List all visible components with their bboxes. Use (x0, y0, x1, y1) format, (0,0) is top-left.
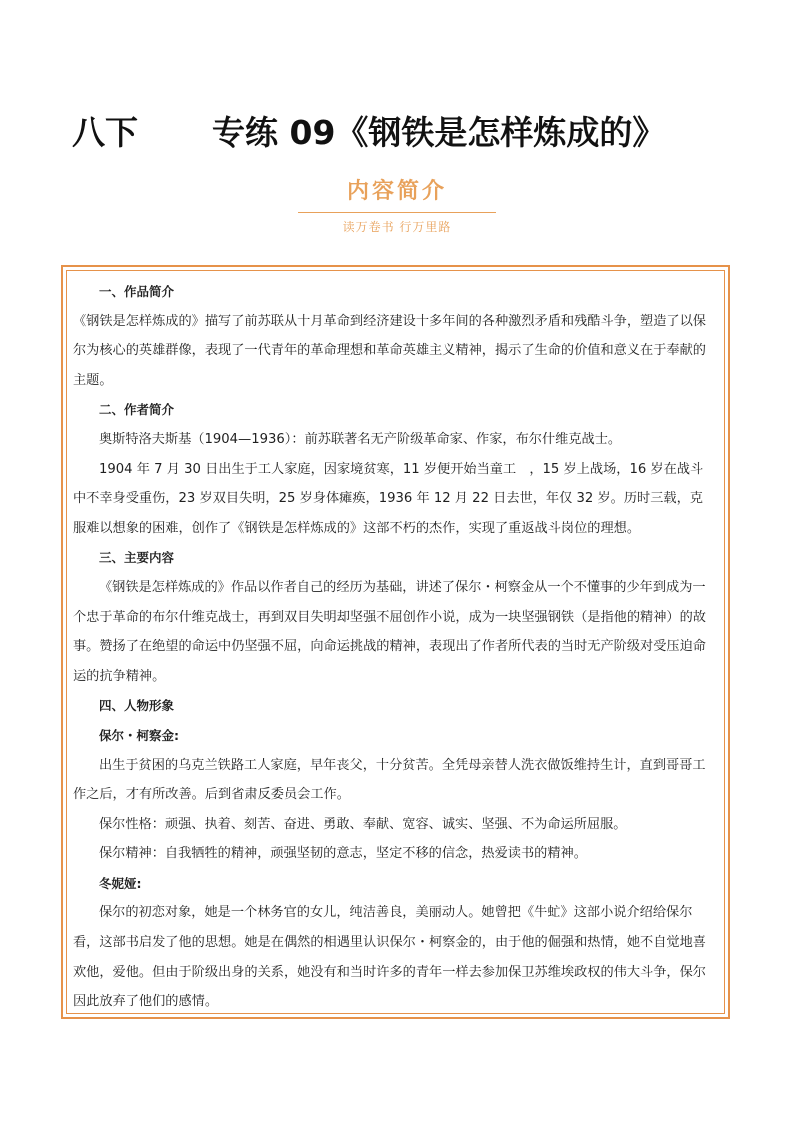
paul-traits: 保尔性格：顽强、执着、刻苦、奋进、勇敢、奉献、宽容、诚实、坚强、不为命运所屈服。 (99, 816, 627, 832)
section-header (0, 176, 794, 237)
main-content-text: 《钢铁是怎样炼成的》作品以作者自己的经历为基础，讲述了保尔・柯察金从一个不懂事的少年到成为一个忠于革命的布尔什维克战士，再到双目失明却坚强不屈创作小说，成为一块坚强钢铁（是指他的精神）的故事。赞扬了在绝望的命运中仍坚强不屈，向命运挑战的精神，表现出了作者所代表的当时无产阶级对受压迫命运的抗争精神。 (73, 579, 706, 684)
grade-label: 八下 (72, 113, 138, 152)
intro-text: 《钢铁是怎样炼成的》描写了前苏联从十月革命到经济建设十多年间的各种激烈矛盾和残酷斗争，塑造了以保尔为核心的英雄群像，表现了一代青年的革命理想和革命英雄主义精神，揭示了生命的价值和意义在于奉献的主题。 (73, 313, 706, 388)
characters-heading: 四、人物形象 (99, 698, 175, 714)
author-heading: 二、作者简介 (99, 402, 175, 418)
paul-bio: 出生于贫困的乌克兰铁路工人家庭，早年丧父，十分贫苦。全凭母亲替人洗衣做饭维持生计，直到哥哥工作之后，才有所改善。后到省肃反委员会工作。 (73, 757, 706, 803)
page-title (72, 108, 665, 158)
intro-heading: 一、作品简介 (99, 284, 175, 299)
paul-spirit: 保尔精神：自我牺牲的精神，顽强坚韧的意志，坚定不移的信念，热爱读书的精神。 (99, 846, 587, 862)
content-body (73, 277, 713, 1017)
tonya-text: 保尔的初恋对象，她是一个林务官的女儿，纯洁善良，美丽动人。她曾把《牛虻》这部小说介绍给保尔看，这部书启发了他的思想。她是在偶然的相遇里认识保尔・柯察金的，由于他的倔强和热情，她不自觉地喜欢他，爱他。但由于阶级出身的关系，她没有和当时许多的青年一样去参加保卫苏维埃政权的伟大斗争，保尔因此放弃了他们的感情。 (73, 905, 706, 1010)
section-motto: 读万卷书 行万里路 (342, 220, 452, 234)
main-content-heading: 三、主要内容 (99, 550, 175, 566)
title-text: 专练 09《钢铁是怎样炼成的》 (212, 113, 666, 152)
author-paragraph-2: 1904 年 7 月 30 日出生于工人家庭，因家境贫寒，11 岁便开始当童工 ，15 岁上战场，16 岁在战斗中不幸身受重伤，23 岁双目失明，25 岁身体瘫痪，1936 年 12 月 22 日去世，年仅 32 岁。历时三载，克服难以想象的困难，创作了《钢铁是怎样炼成的》这部不朽的杰作，实现了重返战斗岗位的理想。 (73, 461, 704, 536)
heading-divider (298, 212, 496, 213)
author-paragraph-1: 奥斯特洛夫斯基（1904—1936）：前苏联著名无产阶级革命家、作家，布尔什维克战士。 (99, 431, 622, 447)
content-box (61, 265, 730, 1019)
paul-name: 保尔・柯察金: (99, 727, 179, 743)
section-heading: 内容简介 (346, 179, 447, 204)
tonya-name: 冬妮娅: (99, 875, 142, 891)
